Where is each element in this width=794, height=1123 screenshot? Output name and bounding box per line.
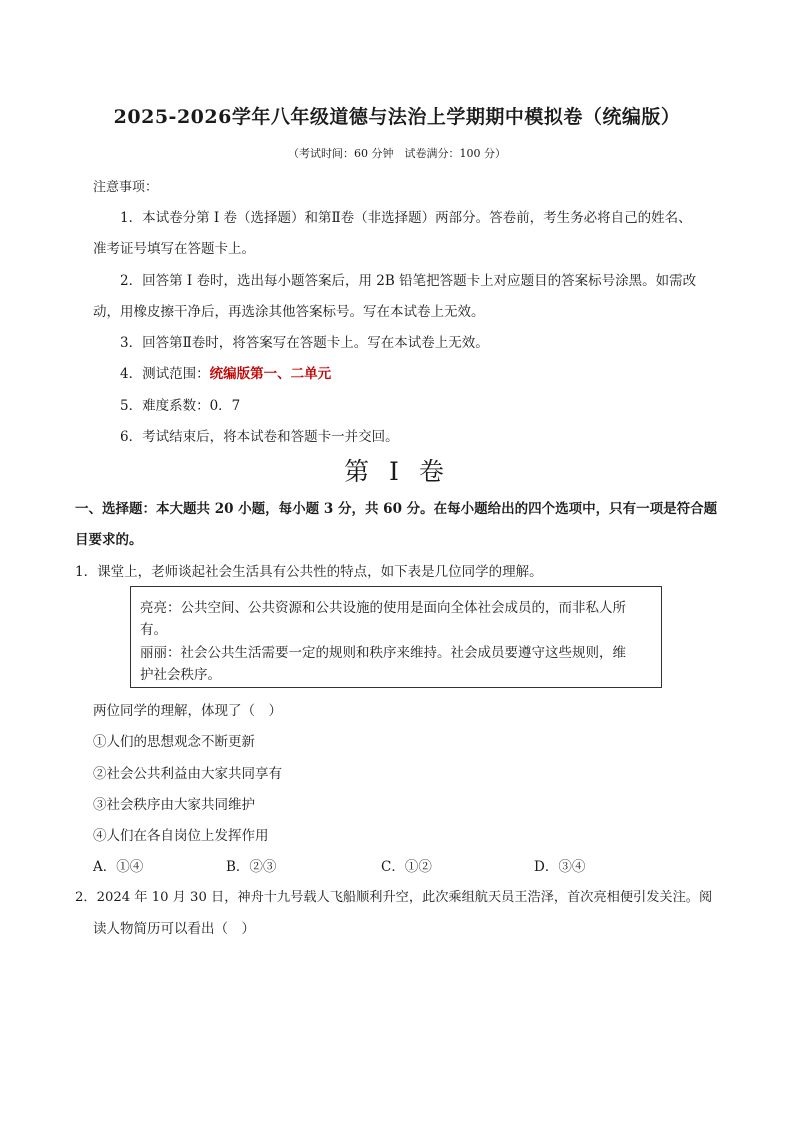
question-2-stem-line-1: 2．2024 年 10 月 30 日，神舟十九号载人飞船顺利升空，此次乘组航天员王浩泽，首次亮相便引发关注。阅	[75, 890, 713, 905]
section-instructions-line-2: 目要求的。	[75, 532, 143, 548]
statement-1: ①人们的思想观念不断更新	[93, 734, 255, 750]
notice-item-6: 6．考试结束后，将本试卷和答题卡一并交回。	[120, 429, 399, 445]
material-line-3: 丽丽：社会公共生活需要一定的规则和秩序来维持。社会成员要遵守这些规则，维	[140, 645, 626, 661]
test-scope: 统编版第一、二单元	[209, 366, 332, 382]
option-a: A．①④	[93, 859, 144, 875]
notice-item-2-line-1: 2．回答第 I 卷时，选出每小题答案后，用 2B 铅笔把答题卡上对应题目的答案标号涂黑。如需改	[120, 273, 697, 289]
option-d: D．③④	[534, 859, 586, 875]
notice-item-1-line-2: 准考证号填写在答题卡上。	[93, 241, 255, 257]
notice-item-4	[120, 362, 331, 382]
notice-item-2-line-2: 动，用橡皮擦干净后，再选涂其他答案标号。写在本试卷上无效。	[93, 304, 485, 320]
option-b: B．②③	[226, 859, 277, 875]
notice-item-1-line-1: 1．本试卷分第 I 卷（选择题）和第Ⅱ卷（非选择题）两部分。答卷前，考生务必将自己的姓名、	[120, 210, 692, 226]
material-line-2: 有。	[140, 622, 167, 638]
question-1-stem: 1．课堂上，老师谈起社会生活具有公共性的特点，如下表是几位同学的理解。	[75, 564, 543, 580]
question-2-stem-line-2: 读人物简历可以看出（ ）	[93, 921, 255, 937]
notice-item-5: 5．难度系数：0．7	[120, 398, 241, 414]
exam-title: 2025-2026学年八年级道德与法治上学期期中模拟卷（统编版）	[113, 106, 681, 128]
statement-3: ③社会秩序由大家共同维护	[93, 797, 255, 813]
statement-4: ④人们在各自岗位上发挥作用	[93, 828, 269, 844]
question-1-material-box	[130, 586, 662, 688]
notice-item-4-label: 4．测试范围：	[120, 366, 210, 382]
statement-2: ②社会公共利益由大家共同享有	[93, 766, 282, 782]
notice-heading: 注意事项：	[93, 180, 159, 195]
notice-item-3: 3．回答第Ⅱ卷时，将答案写在答题卡上。写在本试卷上无效。	[120, 335, 489, 351]
option-c: C．①②	[381, 859, 432, 875]
part-heading: 第 I 卷	[344, 457, 450, 486]
exam-subtitle: （考试时间：60 分钟 试卷满分：100 分）	[288, 147, 506, 160]
material-line-4: 护社会秩序。	[140, 667, 221, 683]
question-1-prompt: 两位同学的理解，体现了（ ）	[93, 703, 282, 719]
section-instructions-line-1: 一、选择题：本大题共 20 小题，每小题 3 分，共 60 分。在每小题给出的四个选项中，只有一项是符合题	[75, 501, 718, 517]
material-line-1: 亮亮：公共空间、公共资源和公共设施的使用是面向全体社会成员的，而非私人所	[140, 600, 626, 616]
